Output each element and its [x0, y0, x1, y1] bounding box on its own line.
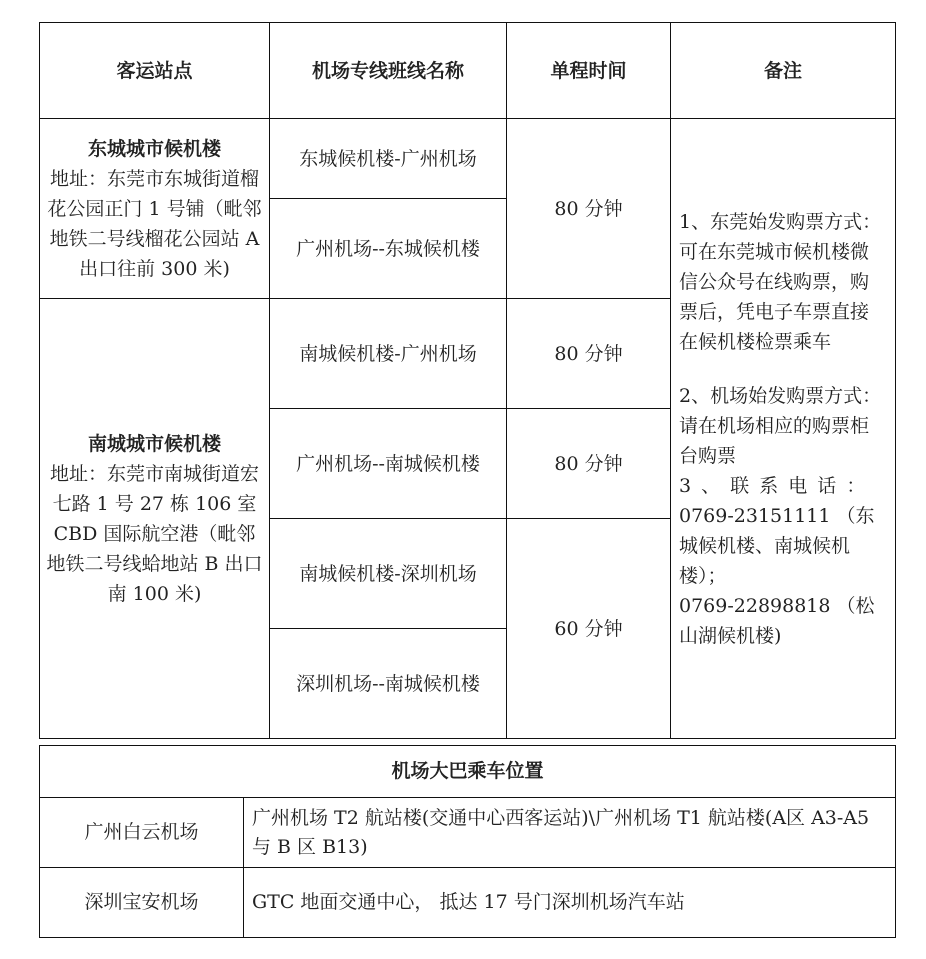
duration-cell: 60 分钟 — [507, 519, 671, 739]
boarding-title: 机场大巴乘车位置 — [40, 746, 896, 798]
route-cell: 南城候机楼-广州机场 — [270, 299, 507, 409]
remark-1: 1、东莞始发购票方式：可在东莞城市候机楼微信公众号在线购票，购票后，凭电子车票直接在候机楼检票乘车 — [679, 210, 882, 353]
station-address: 地址：东莞市东城街道榴花公园正门 1 号铺（毗邻地铁二号线榴花公园站 A 出口往前 300 米) — [47, 167, 262, 280]
remark-5: 0769-22898818 （松山湖候机楼) — [679, 594, 875, 647]
route-cell: 南城候机楼-深圳机场 — [270, 519, 507, 629]
station-name: 南城城市候机楼 — [87, 432, 221, 455]
station-name: 东城城市候机楼 — [87, 137, 221, 160]
remark-2: 2、机场始发购票方式：请在机场相应的购票柜台购票 — [679, 384, 882, 467]
header-line-name: 机场专线班线名称 — [270, 23, 507, 119]
header-station: 客运站点 — [40, 23, 270, 119]
station-nancheng — [40, 299, 270, 739]
airport-shuttle-table — [39, 22, 896, 739]
header-duration: 单程时间 — [507, 23, 671, 119]
remarks-cell — [671, 119, 896, 739]
boarding-location: 广州机场 T2 航站楼(交通中心西客运站)\广州机场 T1 航站楼(A区 A3-A5 与 B 区 B13) — [244, 798, 896, 868]
route-cell: 深圳机场--南城候机楼 — [270, 629, 507, 739]
duration-cell: 80 分钟 — [507, 409, 671, 519]
station-address: 地址：东莞市南城街道宏七路 1 号 27 栋 106 室 CBD 国际航空港（毗邻地铁二号线蛤地站 B 出口南 100 米) — [46, 462, 263, 605]
route-cell: 广州机场--东城候机楼 — [270, 199, 507, 299]
boarding-location: GTC 地面交通中心， 抵达 17 号门深圳机场汽车站 — [244, 868, 896, 938]
airport-name: 深圳宝安机场 — [40, 868, 244, 938]
remark-3: 3 、 联 系 电 话 ： — [679, 474, 868, 497]
header-remarks: 备注 — [671, 23, 896, 119]
route-cell: 东城候机楼-广州机场 — [270, 119, 507, 199]
airport-name: 广州白云机场 — [40, 798, 244, 868]
boarding-location-table — [39, 745, 896, 938]
remark-4: 0769-23151111 （东城候机楼、南城候机楼）； — [679, 504, 875, 587]
duration-cell: 80 分钟 — [507, 299, 671, 409]
route-cell: 广州机场--南城候机楼 — [270, 409, 507, 519]
duration-cell: 80 分钟 — [507, 119, 671, 299]
station-dongcheng — [40, 119, 270, 299]
